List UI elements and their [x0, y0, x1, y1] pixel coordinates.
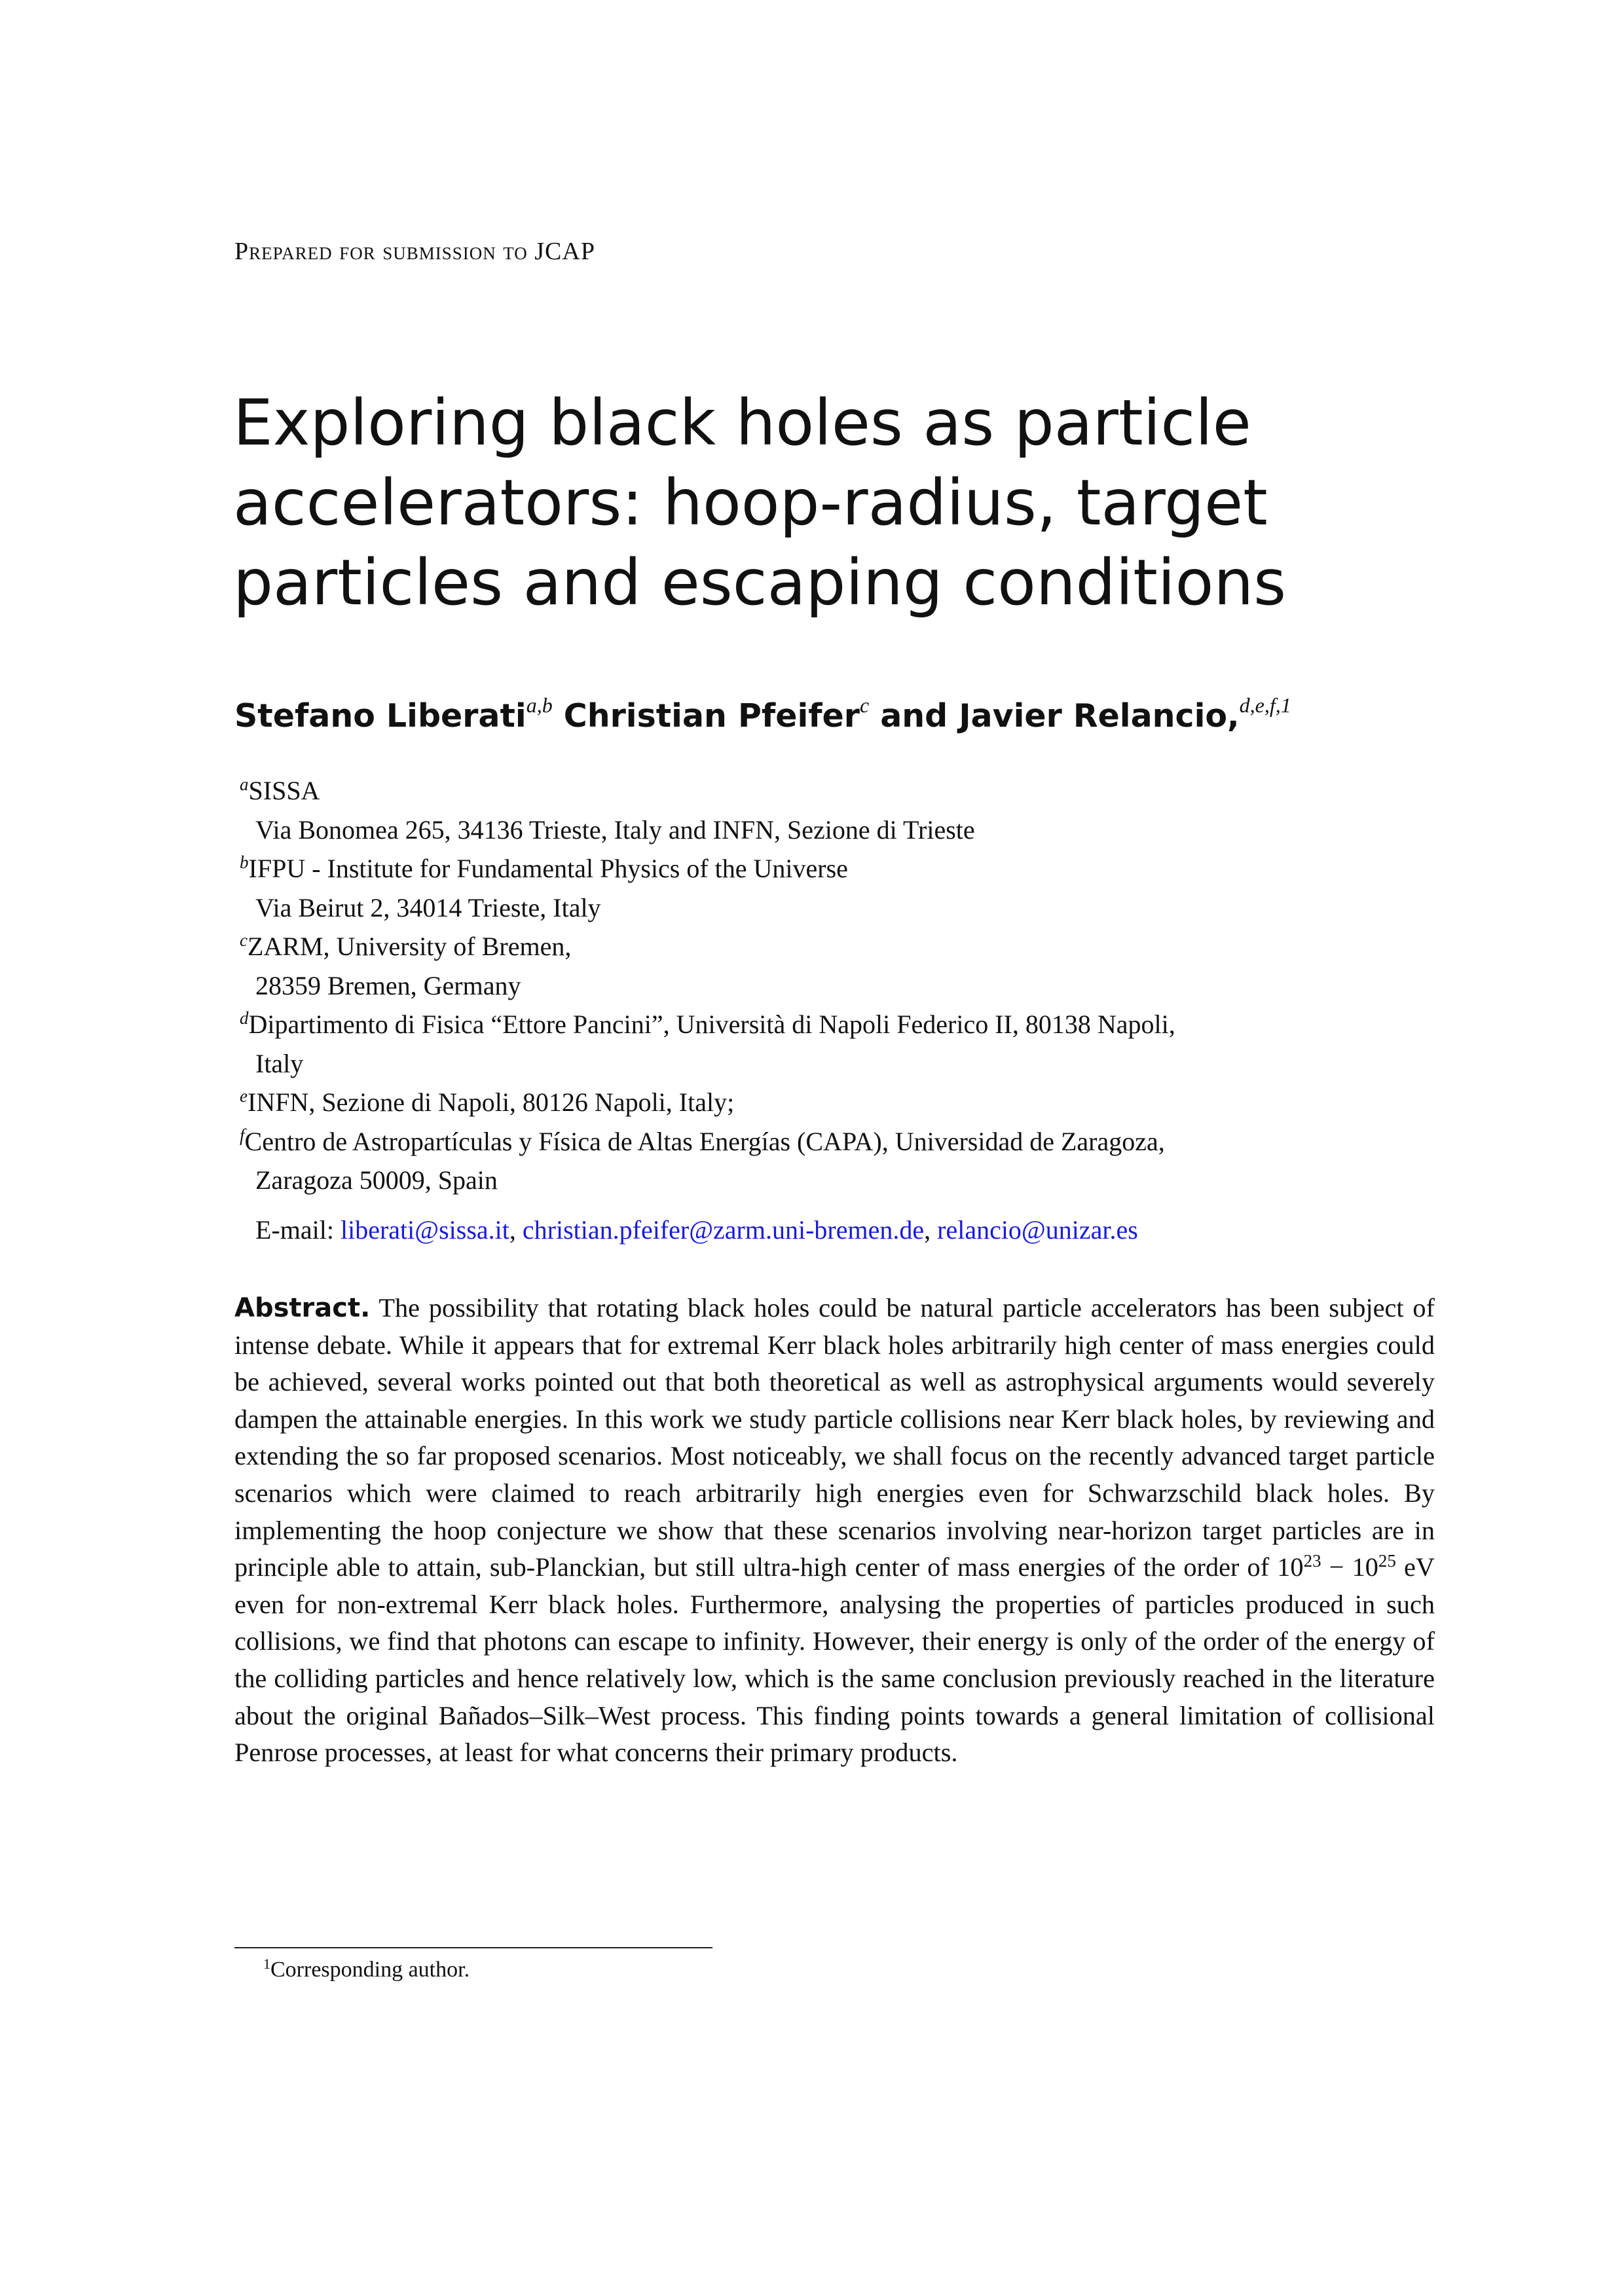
- affiliation-f: [240, 1122, 1445, 1200]
- author-name: Stefano Liberati: [234, 697, 526, 735]
- affiliation-line: Via Beirut 2, 34014 Trieste, Italy: [255, 892, 601, 922]
- email-line: [255, 1214, 1138, 1245]
- affiliation-key: c: [240, 930, 248, 950]
- title-line: accelerators: hoop-radius, target: [233, 466, 1268, 539]
- affiliation-line: ZARM, University of Bremen,: [247, 932, 572, 961]
- affiliation-line: Italy: [255, 1048, 304, 1078]
- affiliation-b: [240, 849, 1445, 927]
- affiliation-a: [240, 771, 1445, 849]
- author-list: [234, 693, 1291, 735]
- author-name: Christian Pfeifer: [563, 697, 860, 735]
- author-affiliation-marker: d,e,f,1: [1239, 693, 1291, 717]
- affiliation-line: Zaragoza 50009, Spain: [255, 1165, 498, 1195]
- affiliation-key: d: [240, 1008, 249, 1028]
- affiliation-key: e: [240, 1086, 248, 1106]
- abstract-text: The possibility that rotating black holes could be natural particle accelerators has been subject of intense debate. While it appears that for extremal Kerr black holes arbitrarily high center of mass energies could be achieved, several works pointed out that both theoretical as well as astrophysical arguments would severely dampen the attainable energies. In this work we study particle collisions near Kerr black holes, by reviewing and extending the so far proposed scenarios. Most noticeably, we shall focus on the recently advanced target particle scenarios which were claimed to reach arbitrarily high energies even for Schwarzschild black holes. By implementing the hoop conjecture we show that these scenarios involving near-horizon target particles are in principle able to attain, sub-Planckian, but still ultra-high center of mass energies of the order of 10: [234, 1293, 1435, 1582]
- exponent: 25: [1378, 1551, 1396, 1571]
- abstract-label: Abstract.: [234, 1293, 371, 1323]
- affiliation-key: a: [240, 774, 249, 794]
- affiliation-list: [240, 771, 1445, 1200]
- journal-header: Prepared for submission to JCAP: [234, 238, 595, 265]
- author-affiliation-marker: a,b: [526, 693, 553, 717]
- email-label: E-mail:: [255, 1215, 334, 1245]
- email-separator: ,: [509, 1215, 523, 1245]
- title-line: particles and escaping conditions: [233, 546, 1287, 619]
- email-link-relancio[interactable]: relancio@unizar.es: [937, 1215, 1138, 1245]
- exponent: 23: [1303, 1551, 1321, 1571]
- affiliation-d: [240, 1005, 1445, 1083]
- title-line: Exploring black holes as particle: [233, 386, 1251, 460]
- affiliation-line: Via Bonomea 265, 34136 Trieste, Italy and INFN, Sezione di Trieste: [255, 814, 975, 845]
- affiliation-line: Dipartimento di Fisica “Ettore Pancini”, Università di Napoli Federico II, 80138 Napoli,: [248, 1010, 1175, 1039]
- paper-title: [233, 383, 1412, 623]
- abstract-text: − 10: [1321, 1552, 1378, 1582]
- email-link-liberati[interactable]: liberati@sissa.it: [340, 1215, 509, 1245]
- footnote-marker: 1: [263, 1956, 270, 1972]
- abstract-text: eV even for non-extremal Kerr black holes. Furthermore, analysing the properties of particles produced in such collisions, we find that photons can escape to infinity. However, their energy is only of the order of the energy of the colliding particles and hence relatively low, which is the same conclusion previously reached in the literature about the original Bañados–Silk–West process. This finding points towards a general limitation of collisional Penrose processes, at least for what concerns their primary products.: [234, 1552, 1435, 1768]
- affiliation-e: [240, 1083, 1445, 1122]
- author-conjunction: and: [880, 697, 948, 735]
- footnote-text: Corresponding author.: [270, 1958, 470, 1982]
- affiliation-line: INFN, Sezione di Napoli, 80126 Napoli, Italy;: [247, 1087, 735, 1117]
- abstract: [234, 1290, 1435, 1772]
- affiliation-key: f: [240, 1125, 245, 1145]
- footnote: [263, 1958, 470, 1982]
- affiliation-line: Centro de Astropartículas y Física de Altas Energías (CAPA), Universidad de Zaragoza,: [244, 1126, 1165, 1156]
- affiliation-line: SISSA: [248, 776, 320, 805]
- affiliation-line: 28359 Bremen, Germany: [255, 970, 521, 1000]
- email-separator: ,: [924, 1215, 938, 1245]
- author-affiliation-marker: c: [859, 693, 870, 717]
- author-name: Javier Relancio,: [959, 697, 1240, 735]
- email-link-pfeifer[interactable]: christian.pfeifer@zarm.uni-bremen.de: [522, 1215, 925, 1245]
- affiliation-key: b: [240, 852, 249, 872]
- affiliation-c: [240, 927, 1445, 1005]
- affiliation-line: IFPU - Institute for Fundamental Physics of the Universe: [248, 854, 848, 883]
- footnote-divider: [234, 1947, 712, 1948]
